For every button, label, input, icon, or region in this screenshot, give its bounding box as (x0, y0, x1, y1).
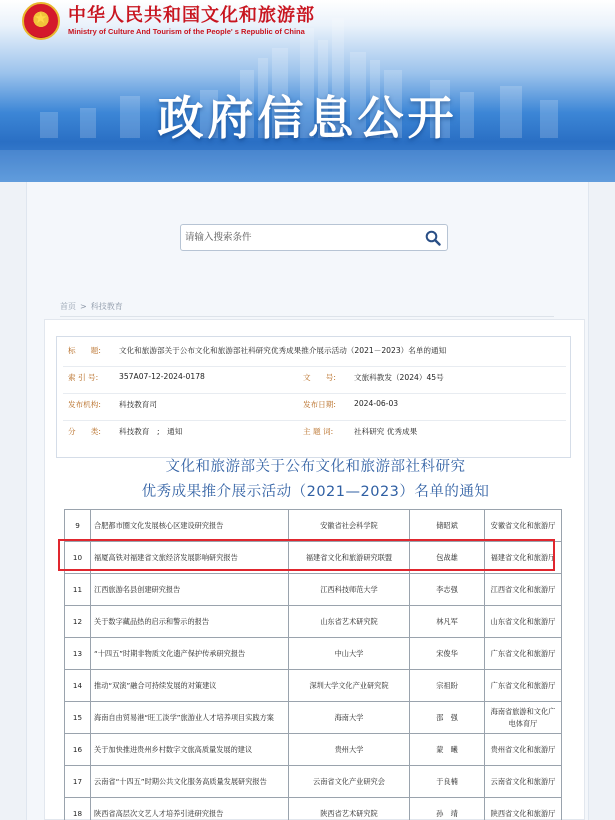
meta-issuer-value: 科技教育司 (119, 400, 157, 409)
meta-docno-label: 文 号: (303, 373, 336, 382)
meta-row-issuer (57, 399, 570, 425)
cell-unit: 深圳大学文化产业研究院 (289, 670, 410, 702)
meta-divider (63, 366, 566, 367)
cell-title: 江西旅游名县创建研究报告 (91, 574, 289, 606)
cell-unit: 山东省艺术研究院 (289, 606, 410, 638)
cell-recommender: 福建省文化和旅游厅 (485, 542, 562, 574)
meta-category-value: 科技教育 ; 通知 (119, 427, 183, 436)
breadcrumb-current[interactable]: 科技教育 (90, 302, 123, 311)
ministry-name-en: Ministry of Culture And Tourism of the People' s Republic of China (68, 27, 305, 36)
cell-title: 海南自由贸易港“旺工淡学”旅游业人才培养项目实践方案 (91, 702, 289, 734)
cell-title: “十四五”时期非物质文化遗产保护传承研究报告 (91, 638, 289, 670)
meta-docno-value: 文旅科教发（2024）45号 (354, 373, 444, 382)
cell-person: 宗祖盼 (410, 670, 485, 702)
cell-person: 孙 靖 (410, 798, 485, 820)
cell-number: 14 (65, 670, 91, 702)
cell-person: 包战雄 (410, 542, 485, 574)
cell-person: 李志强 (410, 574, 485, 606)
table-row (65, 766, 562, 798)
cell-title: 陕西省高层次文艺人才培养引进研究报告 (91, 798, 289, 820)
cell-recommender: 海南省旅游和文化广电体育厅 (485, 702, 562, 734)
cell-recommender: 江西省文化和旅游厅 (485, 574, 562, 606)
notice-title-line-2: 优秀成果推介展示活动（2021—2023）名单的通知 (141, 484, 490, 500)
cell-recommender: 云南省文化和旅游厅 (485, 766, 562, 798)
cell-number: 10 (65, 542, 91, 574)
breadcrumb-separator: > (80, 302, 87, 311)
cell-person: 蒙 曦 (410, 734, 485, 766)
search-button[interactable] (419, 225, 447, 250)
cell-number: 13 (65, 638, 91, 670)
cell-number: 17 (65, 766, 91, 798)
cell-number: 12 (65, 606, 91, 638)
cell-unit: 安徽省社会科学院 (289, 510, 410, 542)
banner-title: 政府信息公开 (157, 91, 458, 145)
cell-person: 邵 强 (410, 702, 485, 734)
table-row (65, 670, 562, 702)
meta-issuer-label: 发布机构: (68, 400, 101, 409)
table-row (65, 702, 562, 734)
cell-unit: 江西科技师范大学 (289, 574, 410, 606)
cell-unit: 贵州大学 (289, 734, 410, 766)
cell-recommender: 安徽省文化和旅游厅 (485, 510, 562, 542)
search-box (180, 224, 448, 251)
cell-person: 储昭斌 (410, 510, 485, 542)
cell-number: 11 (65, 574, 91, 606)
cell-person: 于良楠 (410, 766, 485, 798)
cell-number: 9 (65, 510, 91, 542)
meta-row-title (57, 345, 570, 371)
cell-recommender: 广东省文化和旅游厅 (485, 638, 562, 670)
cell-recommender: 山东省文化和旅游厅 (485, 606, 562, 638)
cell-title: 推动“双演”融合可持续发展的对策建议 (91, 670, 289, 702)
results-table (64, 509, 562, 820)
cell-person: 林凡军 (410, 606, 485, 638)
cell-title: 关于数字藏品热的启示和警示的报告 (91, 606, 289, 638)
table-row (65, 542, 562, 574)
meta-topic-label: 主 题 词: (303, 427, 334, 436)
cell-number: 18 (65, 798, 91, 820)
cell-title: 关于加快推进贵州乡村数字文旅高质量发展的建议 (91, 734, 289, 766)
breadcrumb-home[interactable]: 首页 (60, 302, 76, 311)
meta-divider (63, 393, 566, 394)
header-banner (0, 0, 615, 182)
cell-unit: 福建省文化和旅游研究联盟 (289, 542, 410, 574)
meta-index-value: 357A07-12-2024-0178 (119, 372, 205, 381)
meta-title-value: 文化和旅游部关于公布文化和旅游部社科研究优秀成果推介展示活动（2021－2023）名单的通知 (119, 346, 447, 355)
breadcrumb (60, 301, 123, 312)
cell-recommender: 贵州省文化和旅游厅 (485, 734, 562, 766)
cell-title: 合肥都市圈文化发展核心区建设研究报告 (91, 510, 289, 542)
cell-number: 16 (65, 734, 91, 766)
document-meta-box (56, 336, 571, 458)
meta-row-index (57, 372, 570, 398)
national-emblem-icon (22, 2, 60, 40)
search-icon (425, 230, 441, 246)
cell-unit: 中山大学 (289, 638, 410, 670)
ministry-name-cn: 中华人民共和国文化和旅游部 (68, 5, 315, 26)
cell-person: 宋俊华 (410, 638, 485, 670)
meta-category-label: 分 类: (68, 427, 101, 436)
cell-recommender: 陕西省文化和旅游厅 (485, 798, 562, 820)
document-body (44, 319, 585, 820)
table-row (65, 734, 562, 766)
meta-index-label: 索 引 号: (68, 373, 99, 382)
cell-unit: 云南省文化产业研究会 (289, 766, 410, 798)
search-input[interactable] (181, 225, 419, 250)
meta-date-label: 发布日期: (303, 400, 336, 409)
meta-topic-value: 社科研究 优秀成果 (354, 427, 418, 436)
meta-date-value: 2024-06-03 (354, 399, 399, 408)
table-row (65, 638, 562, 670)
table-row (65, 510, 562, 542)
cell-title: 云南省“十四五”时期公共文化服务高质量发展研究报告 (91, 766, 289, 798)
cell-title: 福厦高铁对福建省文旅经济发展影响研究报告 (91, 542, 289, 574)
table-row (65, 606, 562, 638)
table-row (65, 574, 562, 606)
cell-number: 15 (65, 702, 91, 734)
meta-row-category (57, 426, 570, 452)
notice-title-line-1: 文化和旅游部关于公布文化和旅游部社科研究 (165, 459, 466, 475)
table-row (65, 798, 562, 820)
cell-recommender: 广东省文化和旅游厅 (485, 670, 562, 702)
cell-unit: 海南大学 (289, 702, 410, 734)
cell-unit: 陕西省艺术研究院 (289, 798, 410, 820)
meta-title-label: 标 题: (68, 346, 101, 355)
meta-divider (63, 420, 566, 421)
ministry-logo[interactable] (22, 2, 315, 40)
breadcrumb-divider (60, 316, 554, 317)
